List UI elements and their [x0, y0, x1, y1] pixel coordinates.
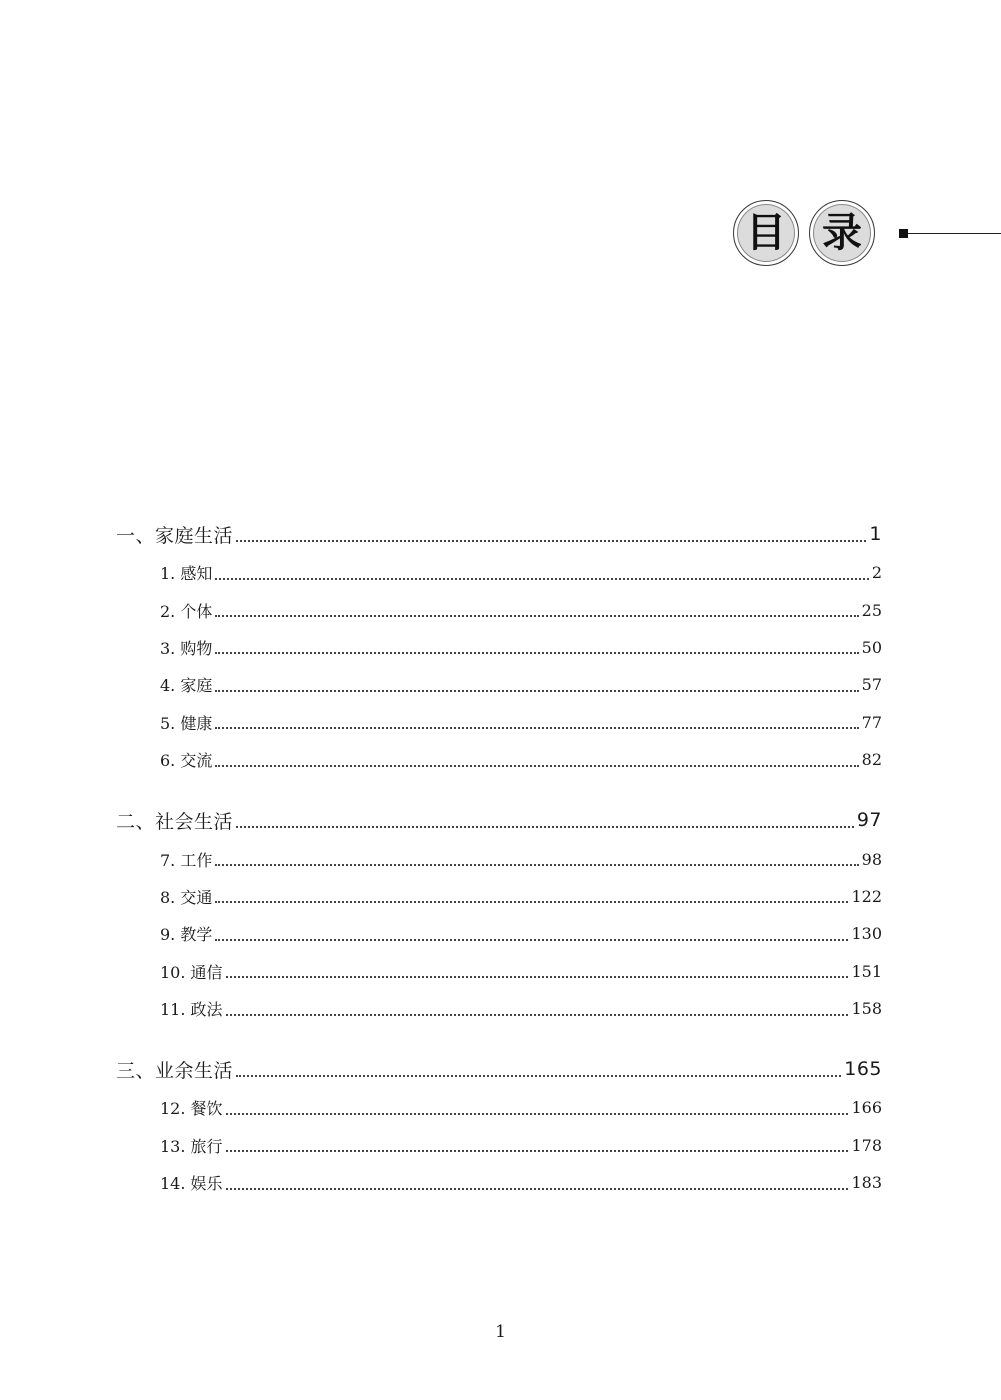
toc-entry[interactable] — [116, 741, 882, 778]
toc-entry-label: 11. 政法 — [160, 1000, 223, 1020]
toc-entry[interactable] — [116, 990, 882, 1027]
toc-entry[interactable] — [116, 915, 882, 952]
toc-entry-page: 166 — [851, 1098, 882, 1118]
table-of-contents — [116, 514, 882, 1223]
toc-entry-label: 3. 购物 — [160, 638, 213, 658]
toc-entry-page: 98 — [861, 849, 882, 869]
dot-leader — [226, 1188, 849, 1190]
dot-leader — [215, 652, 858, 654]
toc-entry-page: 183 — [851, 1173, 882, 1193]
toc-chapter-page: 97 — [856, 809, 882, 832]
toc-entry[interactable] — [116, 953, 882, 990]
toc-entry-label: 6. 交流 — [160, 751, 213, 771]
dot-leader — [215, 578, 868, 580]
dot-leader — [236, 826, 854, 828]
toc-chapter-entry[interactable] — [116, 514, 882, 554]
title-char-circle: 目 — [733, 200, 799, 266]
dot-leader — [226, 1113, 849, 1115]
toc-chapter-entry[interactable] — [116, 800, 882, 840]
toc-entry[interactable] — [116, 878, 882, 915]
toc-entry-label: 4. 家庭 — [160, 676, 213, 696]
square-bullet-icon — [899, 229, 908, 238]
toc-entry-label: 8. 交通 — [160, 887, 213, 907]
dot-leader — [236, 540, 866, 542]
toc-entry-page: 57 — [861, 675, 882, 695]
toc-entry-label: 13. 旅行 — [160, 1136, 223, 1156]
dot-leader — [215, 690, 858, 692]
toc-entry-label: 10. 通信 — [160, 962, 223, 982]
title-rule — [908, 233, 1001, 234]
dot-leader — [215, 615, 858, 617]
dot-leader — [215, 939, 848, 941]
toc-section — [116, 1049, 882, 1201]
toc-entry[interactable] — [116, 1164, 882, 1201]
dot-leader — [226, 1014, 849, 1016]
toc-entry-page: 25 — [861, 600, 882, 620]
toc-chapter-label: 一、家庭生活 — [116, 524, 234, 547]
toc-entry-label: 12. 餐饮 — [160, 1099, 223, 1119]
toc-entry[interactable] — [116, 629, 882, 666]
toc-entry[interactable] — [116, 1127, 882, 1164]
toc-section — [116, 514, 882, 778]
toc-entry-page: 158 — [851, 999, 882, 1019]
dot-leader — [226, 1150, 849, 1152]
toc-entry-page: 50 — [861, 637, 882, 657]
toc-entry-label: 14. 娱乐 — [160, 1174, 223, 1194]
toc-entry[interactable] — [116, 704, 882, 741]
dot-leader — [215, 901, 848, 903]
toc-entry-page: 122 — [851, 886, 882, 906]
toc-entry-page: 130 — [851, 924, 882, 944]
toc-chapter-page: 1 — [869, 523, 882, 545]
toc-chapter-label: 三、业余生活 — [116, 1059, 234, 1082]
page-number: 1 — [495, 1322, 506, 1342]
dot-leader — [215, 727, 858, 729]
dot-leader — [215, 765, 858, 767]
title-char-circle: 录 — [809, 200, 875, 266]
toc-entry-page: 82 — [861, 750, 882, 770]
dot-leader — [215, 864, 858, 866]
toc-entry[interactable] — [116, 1089, 882, 1126]
toc-entry-label: 7. 工作 — [160, 850, 213, 870]
toc-entry[interactable] — [116, 666, 882, 703]
toc-entry-label: 5. 健康 — [160, 713, 213, 733]
toc-chapter-page: 165 — [844, 1058, 882, 1081]
toc-entry-label: 2. 个体 — [160, 601, 213, 621]
toc-entry[interactable] — [116, 591, 882, 628]
dot-leader — [236, 1075, 841, 1077]
dot-leader — [226, 976, 849, 978]
toc-chapter-label: 二、社会生活 — [116, 810, 234, 833]
toc-entry[interactable] — [116, 840, 882, 877]
toc-entry-page: 77 — [861, 712, 882, 732]
toc-entry-page: 2 — [871, 563, 882, 583]
toc-entry-page: 151 — [851, 961, 882, 981]
toc-entry[interactable] — [116, 554, 882, 591]
toc-section — [116, 800, 882, 1027]
toc-entry-label: 9. 教学 — [160, 925, 213, 945]
toc-entry-label: 1. 感知 — [160, 564, 213, 584]
toc-entry-page: 178 — [851, 1135, 882, 1155]
toc-chapter-entry[interactable] — [116, 1049, 882, 1089]
toc-title — [733, 198, 1001, 268]
